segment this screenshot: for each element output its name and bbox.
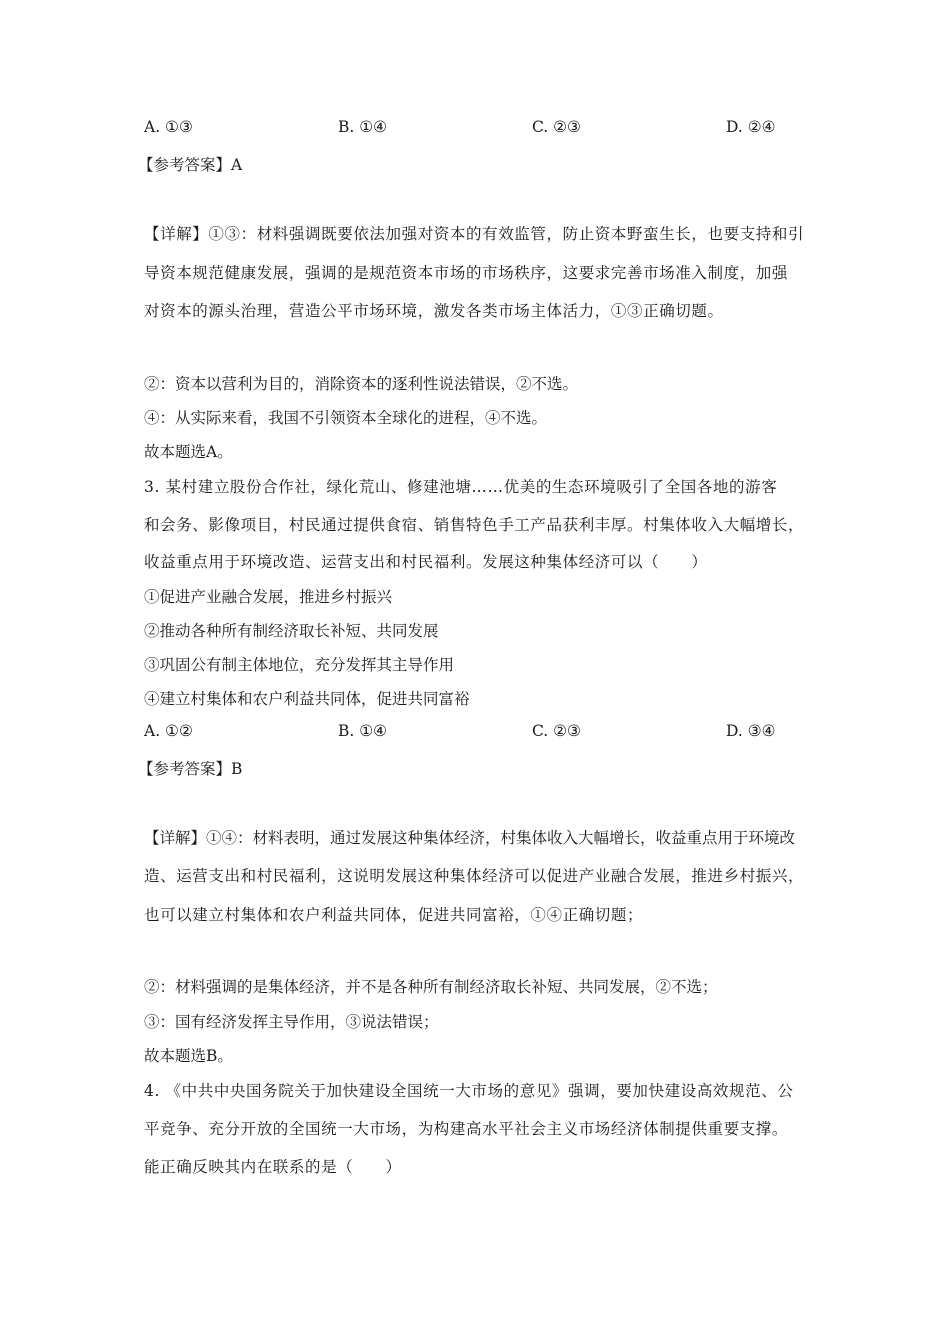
q3-note-line: ②：材料强调的是集体经济，并不是各种所有制经济取长补短、共同发展，②不选； <box>144 978 718 996</box>
q3-detail-line: 也可以建立村集体和农户利益共同体，促进共同富裕，①④正确切题； <box>144 906 644 924</box>
q2-detail-line: 导资本规范健康发展，强调的是规范资本市场的市场秩序，这要求完善市场准入制度，加强 <box>144 264 789 282</box>
q3-option-a: A. ①② <box>144 722 193 740</box>
q2-detail-line: 【详解】①③：材料强调既要依法加强对资本的有效监管，防止资本野蛮生长，也要支持和引 <box>144 225 805 243</box>
q3-conclusion: 故本题选B。 <box>144 1047 233 1065</box>
q3-answer: 【参考答案】B <box>138 760 243 778</box>
q3-stem-line: 3. 某村建立股份合作社，绿化荒山、修建池塘……优美的生态环境吸引了全国各地的游客 <box>144 478 778 496</box>
q3-option-c: C. ②③ <box>532 722 581 740</box>
q3-statement: ①促进产业融合发展，推进乡村振兴 <box>144 588 393 606</box>
q4-stem-line: 4. 《中共中央国务院关于加快建设全国统一大市场的意见》强调，要加快建设高效规范、公 <box>144 1082 794 1100</box>
q3-detail-line: 造、运营支出和村民福利，这说明发展这种集体经济可以促进产业融合发展，推进乡村振兴， <box>144 867 805 885</box>
q2-option-d: D. ②④ <box>726 118 776 136</box>
q3-statement: ②推动各种所有制经济取长补短、共同发展 <box>144 622 439 640</box>
q3-option-b: B. ①④ <box>338 722 388 740</box>
q2-option-b: B. ①④ <box>338 118 388 136</box>
q3-statement: ④建立村集体和农户利益共同体，促进共同富裕 <box>144 690 470 708</box>
q2-note-line: ②：资本以营利为目的，消除资本的逐利性说法错误，②不选。 <box>144 375 579 393</box>
q3-detail-line: 【详解】①④：材料表明，通过发展这种集体经济，村集体收入大幅增长，收益重点用于环境改 <box>144 829 796 847</box>
q4-stem-line: 平竞争、充分开放的全国统一大市场，为构建高水平社会主义市场经济体制提供重要支撑。 <box>144 1120 789 1138</box>
q3-stem-line: 收益重点用于环境改造、运营支出和村民福利。发展这种集体经济可以（ ） <box>144 553 708 571</box>
q2-note-line: ④：从实际来看，我国不引领资本全球化的进程，④不选。 <box>144 409 548 427</box>
q3-option-d: D. ③④ <box>726 722 776 740</box>
q4-stem-line: 能正确反映其内在联系的是（ ） <box>144 1158 402 1176</box>
q2-answer: 【参考答案】A <box>138 156 243 174</box>
q3-stem-line: 和会务、影像项目，村民通过提供食宿、销售特色手工产品获利丰厚。村集体收入大幅增长， <box>144 516 805 534</box>
q2-option-c: C. ②③ <box>532 118 581 136</box>
q2-option-a: A. ①③ <box>144 118 193 136</box>
q3-note-line: ③：国有经济发挥主导作用，③说法错误； <box>144 1013 439 1031</box>
q3-statement: ③巩固公有制主体地位，充分发挥其主导作用 <box>144 656 455 674</box>
q2-conclusion: 故本题选A。 <box>144 443 233 461</box>
q2-detail-line: 对资本的源头治理，营造公平市场环境，激发各类市场主体活力，①③正确切题。 <box>144 302 724 320</box>
